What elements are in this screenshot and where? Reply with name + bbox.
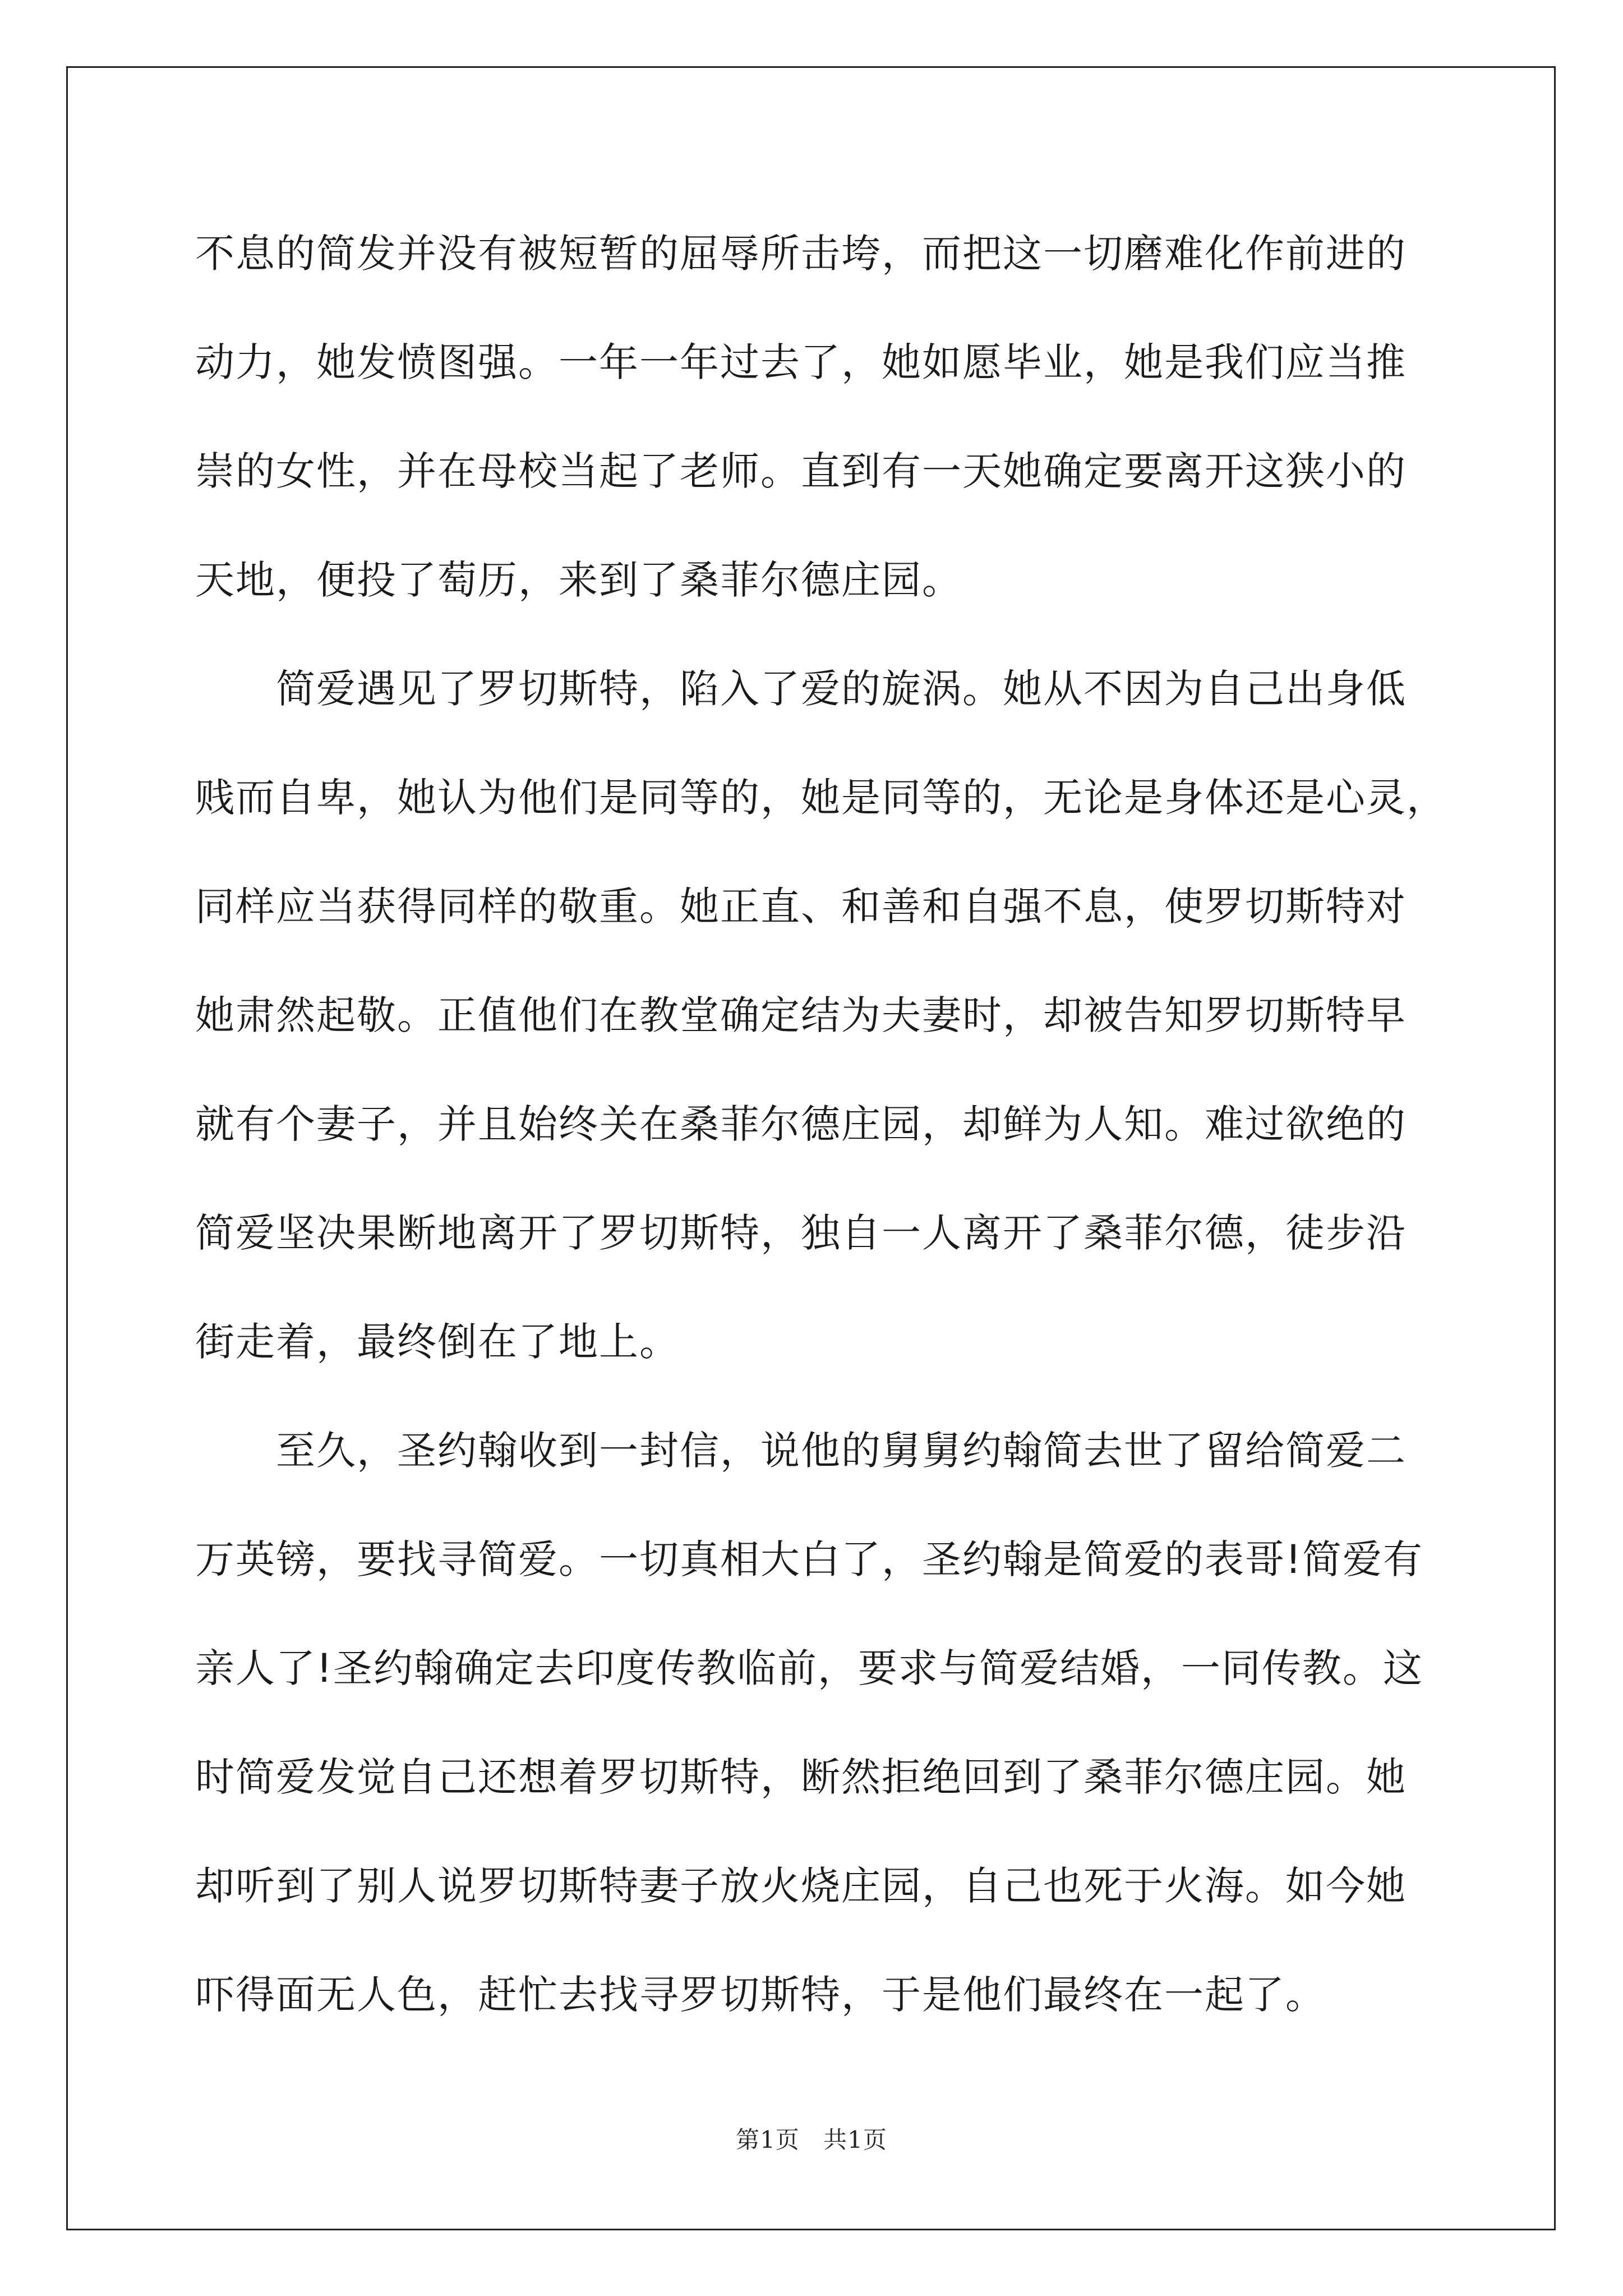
paragraph-2 bbox=[195, 634, 1447, 1396]
text-line: 万英镑，要找寻简爱。一切真相大白了，圣约翰是简爱的表哥!简爱有 bbox=[195, 1536, 1424, 1582]
text-line: 吓得面无人色，赶忙去找寻罗切斯特，于是他们最终在一起了。 bbox=[195, 1972, 1326, 2018]
page-total: 共1页 bbox=[823, 2126, 887, 2154]
text-line: 她肃然起敬。正值他们在教堂确定结为夫妻时，却被告知罗切斯特早 bbox=[195, 992, 1407, 1038]
page-footer bbox=[0, 2122, 1623, 2155]
text-line: 不息的简发并没有被短暂的屈辱所击垮，而把这一切磨难化作前进的 bbox=[195, 231, 1407, 277]
page-number: 第1页 bbox=[736, 2126, 800, 2154]
text-line: 简爱遇见了罗切斯特，陷入了爱的旋涡。她从不因为自己出身低 bbox=[195, 666, 1407, 712]
text-line: 简爱坚决果断地离开了罗切斯特，独自一人离开了桑菲尔德，徒步沿 bbox=[195, 1210, 1407, 1256]
text-line: 亲人了!圣约翰确定去印度传教临前，要求与简爱结婚，一同传教。这 bbox=[195, 1645, 1424, 1691]
text-line: 至久，圣约翰收到一封信，说他的舅舅约翰简去世了留给简爱二 bbox=[195, 1428, 1407, 1474]
text-line: 却听到了别人说罗切斯特妻子放火烧庄园，自己也死于火海。如今她 bbox=[195, 1863, 1407, 1909]
text-line: 同样应当获得同样的敬重。她正直、和善和自强不息，使罗切斯特对 bbox=[195, 884, 1407, 930]
text-line: 就有个妻子，并且始终关在桑菲尔德庄园，却鲜为人知。难过欲绝的 bbox=[195, 1101, 1407, 1147]
text-line: 街走着，最终倒在了地上。 bbox=[195, 1319, 680, 1365]
text-line: 崇的女性，并在母校当起了老师。直到有一天她确定要离开这狭小的 bbox=[195, 448, 1407, 494]
paragraph-1 bbox=[195, 199, 1429, 634]
document-body bbox=[195, 199, 1447, 2049]
text-line: 贱而自卑，她认为他们是同等的，她是同等的，无论是身体还是心灵， bbox=[195, 775, 1447, 821]
text-line: 时简爱发觉自己还想着罗切斯特，断然拒绝回到了桑菲尔德庄园。她 bbox=[195, 1754, 1407, 1800]
paragraph-3 bbox=[195, 1396, 1429, 2049]
text-line: 动力，她发愤图强。一年一年过去了，她如愿毕业，她是我们应当推 bbox=[195, 339, 1407, 385]
text-line: 天地，便投了萄历，来到了桑菲尔德庄园。 bbox=[195, 557, 962, 603]
